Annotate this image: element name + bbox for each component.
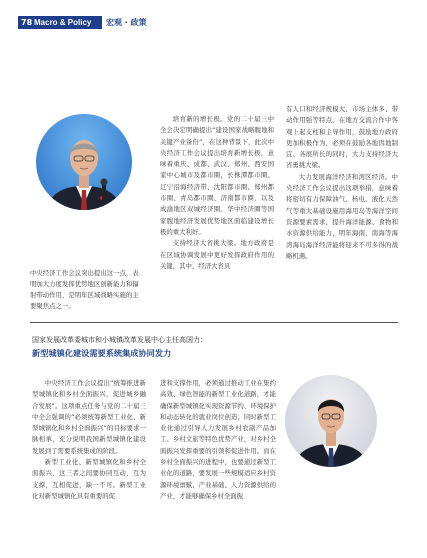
- paragraph: 培育新的增长极。党的二十届三中全会决定明确提出“建设国家战略腹地和关键产业备份”，在这种背景下，此次中央经济工作会议提出培育新增长极，意味着重庆、成都、武汉、郑州、西安国家中心城市及都市圈，长株潭都市圈、辽宁沿海经济带、沈阳都市圈、郑州都市圈、青岛都市圈、济南都市圈，以及成渝地区双城经济圈、华中经济圈等国家腹地经济发展优势地区面临建设增长极的重大利好。: [160, 115, 274, 236]
- article2-title: 新型城镇化建设需要系统集成协同发力: [32, 348, 172, 358]
- page-header: [0, 0, 427, 36]
- page-number: 78: [21, 18, 33, 27]
- article1-column-3: [286, 104, 398, 262]
- paragraph: 有人口和经济规模大、市场主体多、带动作用强等特点。在地方交流合作中客观上起支柱和主导作用，鼓励地方政府更加积极作为，必须在鼓励各地因地制宜、各展所长的同时，大力支持经济大省勇挑大梁。: [286, 105, 398, 170]
- speaker-photo-2: [285, 362, 377, 480]
- section-divider: [30, 322, 398, 323]
- paragraph: 进和支撑作用，必须通过推动工业在集约高效、绿色智能的新型工业化道路，才能确保新型城镇化实现资源节约、环境保护和动态转化的就业岗位创造；同时新型工业化通过引导人力发展乡村农副产品加工、乡村文旅等特色优势产业，对乡村全面振兴发挥重要的引领和促进作用。而在乡村全面振兴的进程中，也要通过新型工业化的道路，要发展一些规模适应乡村资源环境禀赋、产业基础、人力资源供给的产业，才能够确保乡村全面振: [160, 379, 276, 500]
- paragraph: 中央经济工作会议提出“统筹推进新型城镇化和乡村全面振兴，促进城乡融合发展”。这项重点任务与党的二十届三中全会强调的“必须统筹新型工业化、新型城镇化和乡村全面振兴”的目标要求一脉相承，充分说明我国新型城镇化建设发展到了需要系统集成的阶段。: [32, 379, 146, 455]
- article2-column-2: [160, 378, 276, 502]
- section-name: 宏观 · 政策: [106, 18, 147, 27]
- article2-subtitle: 国家发展改革委城市和小城镇改革发展中心主任高国力：: [32, 336, 207, 344]
- paragraph: 新型工业化、新型城镇化和乡村全面振兴，这三者之间要协同互动，互为支撑，互相促进，缺一不可。新型工业化对新型城镇化具有重要的促: [32, 458, 146, 500]
- speaker-photo-1: [36, 100, 132, 224]
- paragraph: 支持经济大省挑大梁。地方政府是在区域协调发展中更好发挥政府作用的关键，其中，经济大省具: [160, 239, 274, 270]
- article1-column-2: [160, 114, 274, 272]
- photo-caption: 中央经济工作会议突出提出这一点，表明加大力度发挥优势地区创新能力和辐射带动作用，是明年区域战略实施的主要聚焦点之一。: [30, 269, 139, 310]
- paragraph: 大力发展海洋经济和湾区经济。中央经济工作会议提出这项举措，意味着将密切有力保障油气、核电、液化天然气等重大基础设施用海用岛等海洋空间资源要素需求，提升海洋能源、食物和水资源供给能力，明年海南、南海等海湾海岛海洋经济能将迎来不可多得的战略机遇。: [286, 172, 398, 260]
- article2-column-1: [32, 378, 146, 502]
- magazine-brand: Macro & Policy: [34, 18, 92, 27]
